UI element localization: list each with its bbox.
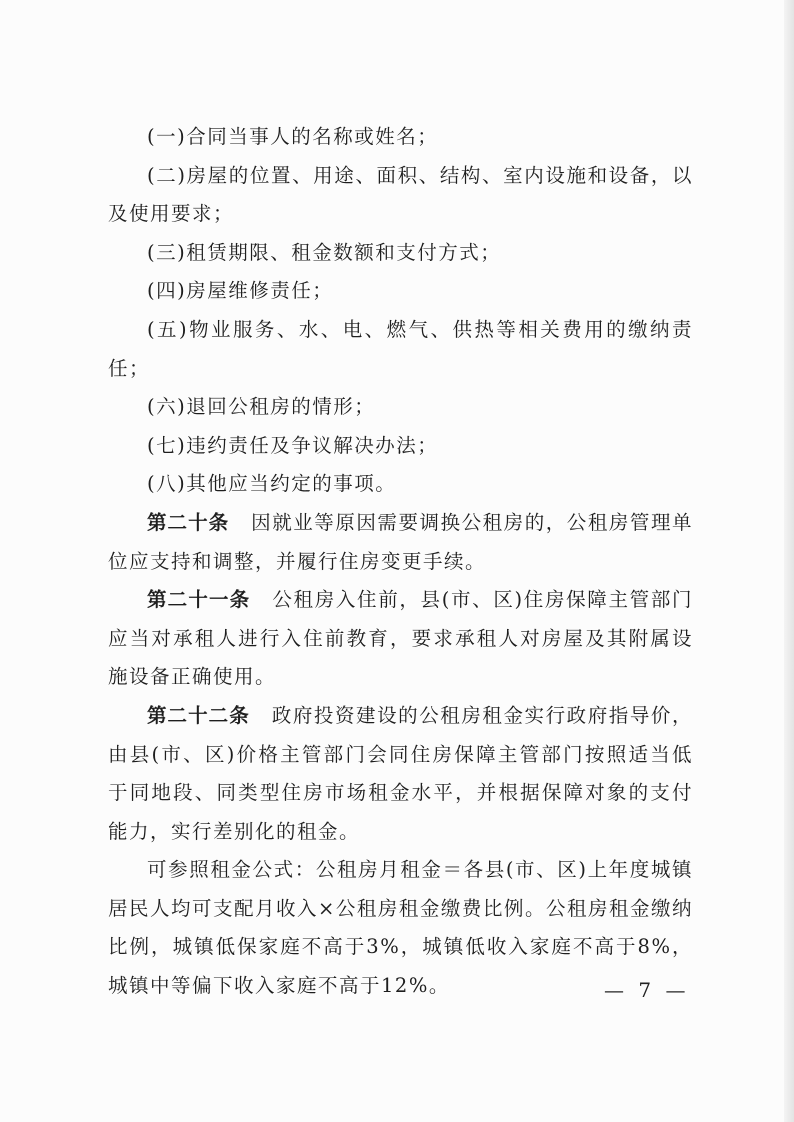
list-item: (四)房屋维修责任； [147,279,334,303]
article-text: 公租房入住前，县(市、区)住房保障主管部门应当对承租人进行入住前教育，要求承租人对房屋及其附属设施设备正确使用。 [108,588,693,689]
article-label: 第二十条 [147,510,230,534]
list-item: (六)退回公租房的情形； [147,395,376,419]
article-label: 第二十二条 [147,703,250,727]
page-edge-shadow [784,0,794,1122]
article-21 [108,581,693,697]
document-body [108,118,693,1006]
list-item: (五)物业服务、水、电、燃气、供热等相关费用的缴纳责任； [108,317,693,380]
formula-paragraph: 可参照租金公式：公租房月租金＝各县(市、区)上年度城镇居民人均可支配月收入×公租房租金缴费比例。公租房租金缴纳比例，城镇低保家庭不高于3%，城镇低收入家庭不高于8%，城镇中等偏下收入家庭不高于12%。 [108,858,693,998]
list-item: (八)其他应当约定的事项。 [147,472,397,496]
article-20 [108,504,693,581]
list-item: (七)违约责任及争议解决办法； [147,433,439,457]
list-item: (三)租赁期限、租金数额和支付方式； [147,240,502,264]
article-label: 第二十一条 [147,588,251,612]
article-text: 因就业等原因需要调换公租房的，公租房管理单位应支持和调整，并履行住房变更手续。 [108,510,693,573]
list-item: (一)合同当事人的名称或姓名； [147,125,439,148]
page-number: — 7 — [604,978,690,1002]
article-text: 政府投资建设的公租房租金实行政府指导价，由县(市、区)价格主管部门会同住房保障主管部门按照适当低于同地段、同类型住房市场租金水平，并根据保障对象的支付能力，实行差别化的租金。 [108,703,693,843]
article-22 [108,697,693,851]
list-item: (二)房屋的位置、用途、面积、结构、室内设施和设备，以及使用要求； [108,163,693,226]
